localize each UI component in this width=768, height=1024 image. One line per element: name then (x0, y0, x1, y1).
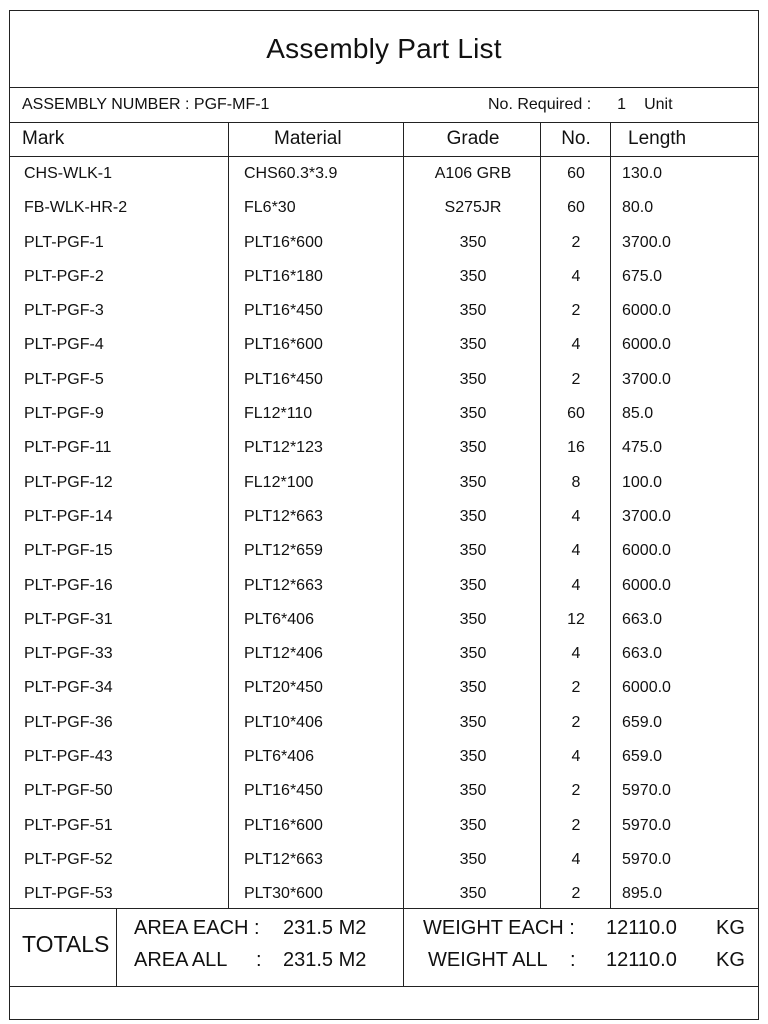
cell-mark: PLT-PGF-36 (24, 713, 113, 731)
table-header (10, 122, 758, 157)
cell-length: 3700.0 (622, 370, 671, 388)
cell-no: 2 (571, 885, 581, 903)
cell-mark: PLT-PGF-53 (24, 885, 113, 903)
cell-material: PLT12*406 (244, 645, 323, 663)
cell-no: 2 (571, 370, 581, 388)
weight-all-colon: : (570, 949, 576, 971)
table-row (10, 156, 758, 190)
table-row (10, 499, 758, 533)
cell-length: 3700.0 (622, 507, 671, 525)
cell-length: 659.0 (622, 713, 663, 731)
cell-length: 85.0 (622, 405, 654, 423)
cell-grade: 350 (459, 782, 487, 800)
cell-material: PLT16*600 (244, 336, 323, 354)
cell-material: PLT16*450 (244, 782, 323, 800)
table-row (10, 808, 758, 842)
cell-material: FL12*110 (244, 405, 313, 423)
cell-length: 80.0 (622, 199, 654, 217)
cell-material: PLT6*406 (244, 610, 314, 628)
cell-length: 5970.0 (622, 850, 671, 868)
column-header-grade: Grade (446, 128, 500, 149)
weight-all-unit: KG (716, 949, 745, 971)
cell-no: 2 (571, 233, 581, 251)
cell-material: FL6*30 (244, 199, 296, 217)
area-each-label: AREA EACH : (134, 917, 260, 939)
cell-material: PLT12*663 (244, 576, 323, 594)
cell-length: 130.0 (622, 165, 663, 182)
cell-material: PLT12*123 (244, 439, 323, 457)
cell-material: PLT12*663 (244, 507, 323, 525)
column-header-length: Length (628, 128, 687, 149)
cell-mark: PLT-PGF-14 (24, 507, 113, 525)
weight-each-unit: KG (716, 917, 745, 939)
cell-no: 12 (567, 610, 585, 628)
cell-no: 4 (571, 645, 581, 663)
cell-material: CHS60.3*3.9 (244, 165, 338, 182)
cell-no: 4 (571, 336, 581, 354)
cell-material: PLT12*659 (244, 542, 323, 560)
cell-grade: 350 (459, 679, 487, 697)
cell-mark: PLT-PGF-52 (24, 850, 113, 868)
cell-grade: 350 (459, 610, 487, 628)
cell-mark: PLT-PGF-16 (24, 576, 113, 594)
parts-table-body (10, 156, 758, 911)
area-all-label: AREA ALL (134, 949, 228, 971)
no-required-value: 1 (617, 96, 627, 113)
table-row (10, 739, 758, 773)
cell-mark: PLT-PGF-34 (24, 679, 113, 697)
cell-material: PLT30*600 (244, 885, 323, 903)
table-row (10, 533, 758, 567)
cell-length: 663.0 (622, 610, 663, 628)
cell-grade: 350 (459, 233, 487, 251)
cell-grade: 350 (459, 302, 487, 320)
cell-material: PLT6*406 (244, 748, 314, 766)
cell-mark: PLT-PGF-12 (24, 473, 113, 491)
no-required (488, 96, 673, 114)
area-all-value: 231.5 M2 (283, 949, 367, 971)
totals-divider (116, 909, 117, 986)
cell-grade: 350 (459, 336, 487, 354)
cell-length: 675.0 (622, 267, 663, 285)
cell-mark: PLT-PGF-43 (24, 748, 113, 766)
cell-no: 2 (571, 713, 581, 731)
table-row (10, 259, 758, 293)
cell-grade: 350 (459, 748, 487, 766)
cell-length: 659.0 (622, 748, 663, 766)
cell-no: 2 (571, 782, 581, 800)
cell-no: 2 (571, 816, 581, 834)
cell-length: 3700.0 (622, 233, 671, 251)
cell-no: 4 (571, 507, 581, 525)
table-row (10, 568, 758, 602)
totals-section (10, 908, 758, 987)
cell-mark: PLT-PGF-51 (24, 816, 113, 834)
column-header-material: Material (274, 128, 342, 149)
cell-no: 4 (571, 748, 581, 766)
cell-length: 6000.0 (622, 576, 671, 594)
cell-material: PLT16*600 (244, 233, 323, 251)
column-header-mark: Mark (22, 128, 65, 149)
document-title: Assembly Part List (10, 11, 758, 88)
cell-grade: 350 (459, 267, 487, 285)
weight-each-value: 12110.0 (606, 917, 677, 939)
cell-grade: 350 (459, 507, 487, 525)
cell-mark: PLT-PGF-5 (24, 370, 104, 388)
cell-mark: PLT-PGF-33 (24, 645, 113, 663)
cell-mark: PLT-PGF-15 (24, 542, 113, 560)
cell-grade: A106 GRB (434, 165, 512, 182)
table-row (10, 773, 758, 807)
cell-mark: CHS-WLK-1 (24, 165, 113, 182)
cell-no: 2 (571, 679, 581, 697)
cell-grade: 350 (459, 576, 487, 594)
cell-no: 60 (567, 199, 585, 217)
cell-grade: S275JR (444, 199, 502, 217)
cell-grade: 350 (459, 645, 487, 663)
cell-length: 895.0 (622, 885, 663, 903)
cell-mark: PLT-PGF-2 (24, 267, 104, 285)
cell-mark: PLT-PGF-11 (24, 439, 112, 457)
cell-grade: 350 (459, 816, 487, 834)
table-row (10, 670, 758, 704)
cell-no: 16 (567, 439, 585, 457)
table-row (10, 842, 758, 876)
column-header-no: No. (561, 128, 591, 149)
cell-mark: PLT-PGF-50 (24, 782, 113, 800)
table-row (10, 293, 758, 327)
table-row (10, 430, 758, 464)
cell-grade: 350 (459, 885, 487, 903)
no-required-label: No. Required : (488, 96, 592, 113)
cell-no: 60 (567, 165, 585, 182)
cell-grade: 350 (459, 439, 487, 457)
cell-length: 5970.0 (622, 816, 671, 834)
area-all-colon: : (256, 949, 262, 971)
table-row (10, 396, 758, 430)
cell-grade: 350 (459, 405, 487, 423)
cell-no: 60 (567, 405, 585, 423)
table-row (10, 327, 758, 361)
cell-grade: 350 (459, 713, 487, 731)
cell-no: 4 (571, 576, 581, 594)
cell-mark: PLT-PGF-1 (24, 233, 104, 251)
cell-material: PLT20*450 (244, 679, 323, 697)
cell-material: FL12*100 (244, 473, 314, 491)
cell-no: 4 (571, 267, 581, 285)
cell-length: 6000.0 (622, 679, 671, 697)
totals-divider (403, 909, 404, 986)
table-row (10, 190, 758, 224)
table-row (10, 602, 758, 636)
cell-mark: PLT-PGF-9 (24, 405, 104, 423)
cell-material: PLT10*406 (244, 713, 323, 731)
table-row (10, 636, 758, 670)
cell-grade: 350 (459, 370, 487, 388)
assembly-info-row (10, 87, 758, 123)
cell-no: 4 (571, 850, 581, 868)
cell-no: 8 (571, 473, 581, 491)
table-row (10, 876, 758, 910)
cell-mark: FB-WLK-HR-2 (24, 199, 128, 217)
cell-grade: 350 (459, 473, 487, 491)
table-row (10, 362, 758, 396)
cell-grade: 350 (459, 850, 487, 868)
cell-length: 663.0 (622, 645, 663, 663)
cell-material: PLT16*450 (244, 370, 323, 388)
cell-mark: PLT-PGF-31 (24, 610, 113, 628)
assembly-number (22, 96, 269, 114)
cell-length: 475.0 (622, 439, 663, 457)
cell-material: PLT16*600 (244, 816, 323, 834)
cell-length: 6000.0 (622, 336, 671, 354)
cell-length: 100.0 (622, 473, 663, 491)
cell-length: 6000.0 (622, 542, 671, 560)
assembly-number-value: PGF-MF-1 (193, 96, 270, 113)
no-required-unit: Unit (644, 96, 673, 113)
cell-length: 6000.0 (622, 302, 671, 320)
area-each-value: 231.5 M2 (283, 917, 367, 939)
cell-length: 5970.0 (622, 782, 671, 800)
cell-no: 4 (571, 542, 581, 560)
cell-grade: 350 (459, 542, 487, 560)
cell-no: 2 (571, 302, 581, 320)
cell-mark: PLT-PGF-3 (24, 302, 104, 320)
weight-all-value: 12110.0 (606, 949, 677, 971)
table-row (10, 705, 758, 739)
totals-label: TOTALS (22, 931, 110, 957)
weight-each-label: WEIGHT EACH : (423, 917, 575, 939)
weight-all-label: WEIGHT ALL (428, 949, 548, 971)
cell-mark: PLT-PGF-4 (24, 336, 104, 354)
assembly-part-list-sheet (9, 10, 759, 1020)
assembly-number-label: ASSEMBLY NUMBER : (22, 96, 190, 113)
table-row (10, 465, 758, 499)
cell-material: PLT16*450 (244, 302, 323, 320)
cell-material: PLT16*180 (244, 267, 323, 285)
cell-material: PLT12*663 (244, 850, 323, 868)
table-row (10, 225, 758, 259)
